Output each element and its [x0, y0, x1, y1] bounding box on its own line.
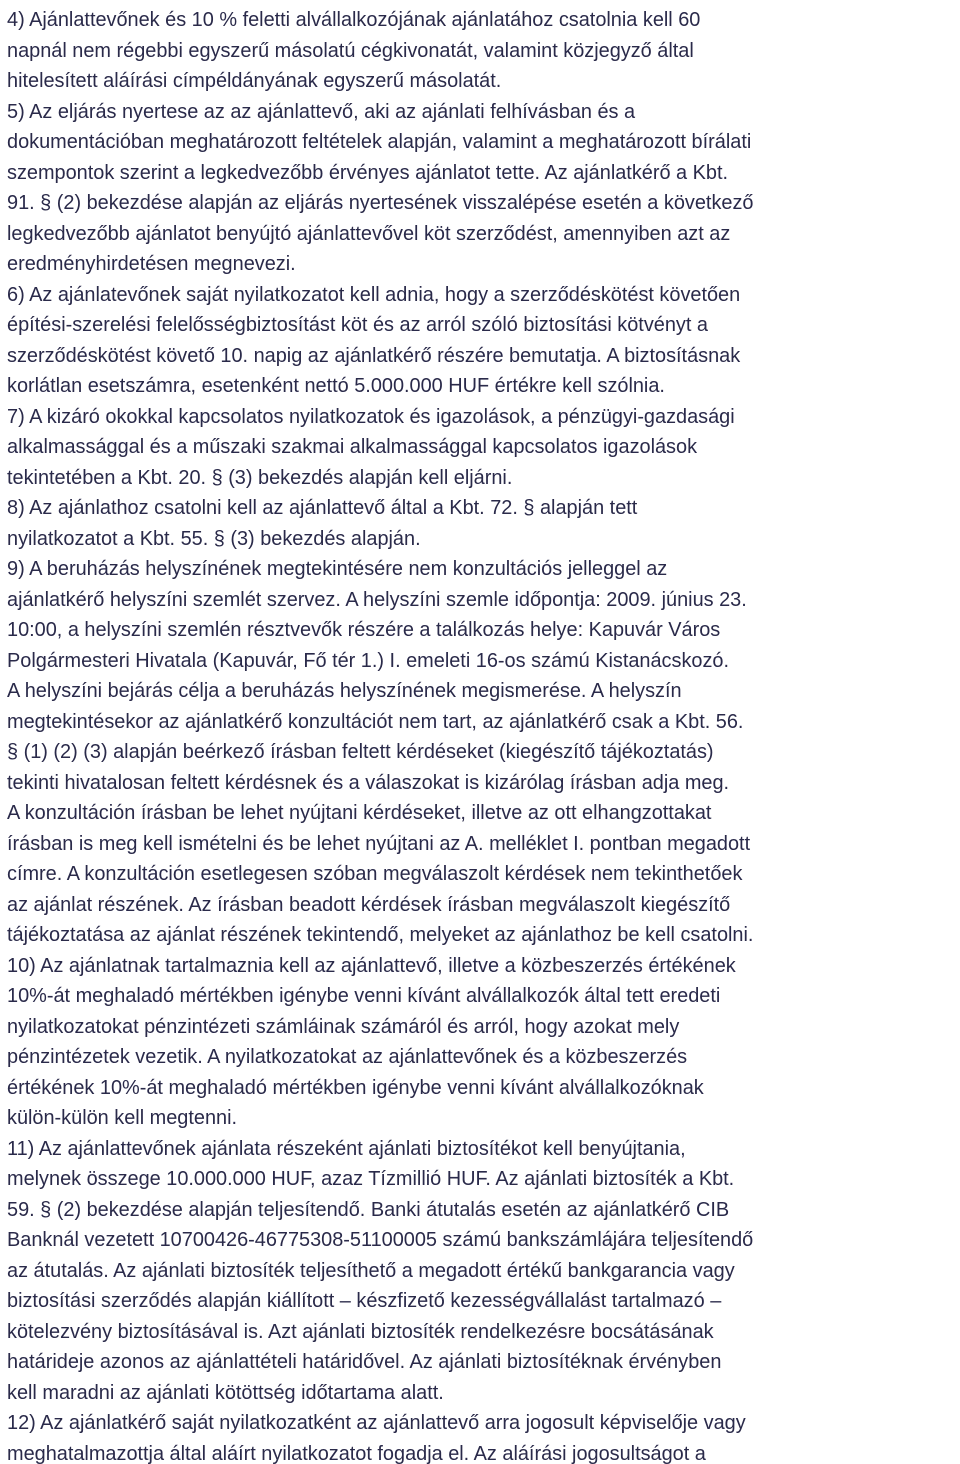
text-line: megtekintésekor az ajánlatkérő konzultációt nem tart, az ajánlatkérő csak a Kbt. 56. — [7, 710, 744, 733]
document-body — [7, 5, 957, 1464]
text-line: 6) Az ajánlatevőnek saját nyilatkozatot kell adnia, hogy a szerződéskötést követően — [7, 283, 741, 306]
text-line: szempontok szerint a legkedvezőbb érvényes ajánlatot tette. Az ajánlatkérő a Kbt. — [7, 161, 729, 184]
text-line: pénzintézetek vezetik. A nyilatkozatokat az ajánlattevőnek és a közbeszerzés — [7, 1046, 688, 1068]
text-line: tekinti hivatalosan feltett kérdésnek és a válaszokat is kizárólag írásban adja meg. — [7, 771, 730, 794]
text-line: építési-szerelési felelősségbiztosítást köt és az arról szóló biztosítási kötvényt a — [7, 314, 708, 336]
text-line: 10) Az ajánlatnak tartalmaznia kell az ajánlattevő, illetve a közbeszerzés értékének — [7, 954, 736, 977]
text-line: 11) Az ajánlattevőnek ajánlata részeként ajánlati biztosítékot kell benyújtania, — [7, 1137, 686, 1160]
text-line: 59. § (2) bekezdése alapján teljesítendő. Banki átutalás esetén az ajánlatkérő CIB — [7, 1198, 730, 1221]
text-line: 91. § (2) bekezdése alapján az eljárás nyertesének visszalépése esetén a következő — [7, 192, 754, 214]
text-line: 12) Az ajánlatkérő saját nyilatkozatként az ajánlattevő arra jogosult képviselője vagy — [7, 1412, 746, 1434]
text-line: biztosítási szerződés alapján kiállított – készfizető kezességvállalást tartalmazó – — [7, 1290, 722, 1312]
text-line: írásban is meg kell ismételni és be lehet nyújtani az A. melléklet I. pontban megadott — [7, 832, 751, 855]
text-line: kell maradni az ajánlati kötöttség időtartama alatt. — [7, 1381, 444, 1404]
text-line: 10:00, a helyszíni szemlén résztvevők részére a találkozás helye: Kapuvár Város — [7, 619, 721, 641]
text-line: 9) A beruházás helyszínének megtekintésére nem konzultációs jelleggel az — [7, 558, 668, 580]
text-line: dokumentációban meghatározott feltételek alapján, valamint a meghatározott bírálati — [7, 131, 752, 153]
text-line: Banknál vezetett 10700426-46775308-51100005 számú bankszámlájára teljesítendő — [7, 1229, 754, 1251]
text-line: az átutalás. Az ajánlati biztosíték teljesíthető a megadott értékű bankgarancia vagy — [7, 1259, 735, 1282]
text-line: 7) A kizáró okokkal kapcsolatos nyilatkozatok és igazolások, a pénzügyi-gazdasági — [7, 405, 735, 428]
text-line: kötelezvény biztosításával is. Azt ajánlati biztosíték rendelkezésre bocsátásának — [7, 1320, 714, 1343]
text-line: § (1) (2) (3) alapján beérkező írásban feltett kérdéseket (kiegészítő tájékoztatás) — [7, 741, 714, 763]
text-line: eredményhirdetésen megnevezi. — [7, 253, 296, 275]
text-line: nyilatkozatot a Kbt. 55. § (3) bekezdés alapján. — [7, 527, 421, 550]
text-line: 10%-át meghaladó mértékben igénybe venni kívánt alvállalkozók által tett eredeti — [7, 985, 721, 1007]
text-line: tájékoztatása az ajánlat részének tekintendő, melyeket az ajánlathoz be kell csatolni. — [7, 924, 754, 946]
text-line: címre. A konzultáción esetlegesen szóban megválaszolt kérdések nem tekinthetőek — [7, 863, 743, 885]
text-line: nyilatkozatokat pénzintézeti számláinak számáról és arról, hogy azokat mely — [7, 1015, 680, 1038]
text-line: tekintetében a Kbt. 20. § (3) bekezdés alapján kell eljárni. — [7, 466, 513, 489]
text-line: az ajánlat részének. Az írásban beadott kérdések írásban megválaszolt kiegészítő — [7, 893, 731, 916]
text-line: 4) Ajánlattevőnek és 10 % feletti alvállalkozójának ajánlatához csatolnia kell 60 — [7, 9, 701, 31]
text-line: hitelesített aláírási címpéldányának egyszerű másolatát. — [7, 70, 502, 92]
text-line: Polgármesteri Hivatala (Kapuvár, Fő tér 1.) I. emeleti 16-os számú Kistanácskozó. — [7, 649, 730, 672]
text-line: legkedvezőbb ajánlatot benyújtó ajánlattevővel köt szerződést, amennyiben azt az — [7, 222, 731, 245]
text-line: A helyszíni bejárás célja a beruházás helyszínének megismerése. A helyszín — [7, 680, 682, 702]
text-line: ajánlatkérő helyszíni szemlét szervez. A helyszíni szemle időpontja: 2009. június 23. — [7, 588, 747, 611]
text-line: szerződéskötést követő 10. napig az ajánlatkérő részére bemutatja. A biztosításnak — [7, 344, 741, 367]
text-line: napnál nem régebbi egyszerű másolatú cégkivonatát, valamint közjegyző által — [7, 39, 694, 62]
text-line: alkalmassággal és a műszaki szakmai alkalmassággal kapcsolatos igazolások — [7, 436, 698, 458]
text-line: 5) Az eljárás nyertese az az ajánlattevő, aki az ajánlati felhívásban és a — [7, 100, 636, 123]
text-line: A konzultáción írásban be lehet nyújtani kérdéseket, illetve az ott elhangzottakat — [7, 802, 712, 824]
text-line: meghatalmazottja által aláírt nyilatkozatot fogadja el. Az aláírási jogosultságot a — [7, 1442, 706, 1464]
text-line: korlátlan esetszámra, esetenként nettó 5.000.000 HUF értékre kell szólnia. — [7, 375, 665, 397]
text-line: külön-külön kell megtenni. — [7, 1107, 238, 1129]
text-line: melynek összege 10.000.000 HUF, azaz Tízmillió HUF. Az ajánlati biztosíték a Kbt. — [7, 1168, 735, 1190]
text-line: értékének 10%-át meghaladó mértékben igénybe venni kívánt alvállalkozóknak — [7, 1076, 704, 1099]
text-line: határideje azonos az ajánlattételi határidővel. Az ajánlati biztosítéknak érvényben — [7, 1351, 722, 1373]
text-line: 8) Az ajánlathoz csatolni kell az ajánlattevő által a Kbt. 72. § alapján tett — [7, 497, 638, 519]
